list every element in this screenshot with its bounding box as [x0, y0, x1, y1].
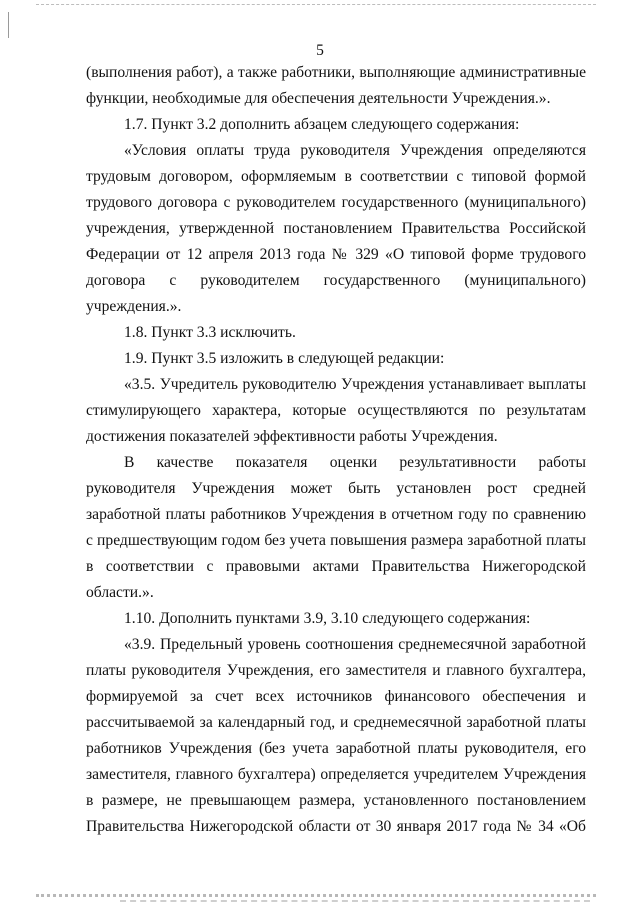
paragraph-quote-3-5: «3.5. Учредитель руководителю Учреждения устанавливает выплаты стимулирующего характера, которые осуществляются по результатам достижения показателей эффективности работы Учреждения.	[86, 376, 586, 445]
top-scan-border	[36, 4, 596, 5]
page-number: 5	[316, 42, 324, 59]
paragraph-quote-3-2: «Условия оплаты труда руководителя Учреждения определяются трудовым договором, оформляемым в соответствии с типовой формой трудового договора с руководителем государственного (муниципального) учреждения, утвержденной постановлением Правительства Российской Федерации от 12 апреля 2013 года № 329 «О типовой форме трудового договора с руководителем государственного (муниципального) учреждения.».	[86, 142, 586, 315]
document-body	[86, 60, 586, 840]
paragraph-performance-indicator: В качестве показателя оценки результативности работы руководителя Учреждения может быть установлен рост средней заработной платы работников Учреждения в отчетном году по сравнению с предшествующим годом без учета повышения размера заработной платы в соответствии с правовыми актами Правительства Нижегородской области.».	[86, 454, 586, 601]
paragraph-item-1-7: 1.7. Пункт 3.2 дополнить абзацем следующего содержания:	[124, 116, 520, 133]
left-scan-mark	[8, 12, 9, 38]
bottom-scan-border-secondary	[120, 900, 590, 902]
paragraph-item-1-8: 1.8. Пункт 3.3 исключить.	[124, 324, 296, 341]
bottom-scan-border	[36, 894, 596, 897]
paragraph-quote-3-9: «3.9. Предельный уровень соотношения среднемесячной заработной платы руководителя Учреждения, его заместителя и главного бухгалтера, формируемой за счет всех источников финансового обеспечения и рассчитываемой за календарный год, и среднемесячной заработной платы работников Учреждения (без учета заработной платы руководителя, его заместителя, главного бухгалтера) определяется учредителем Учреждения в размере, не превышающем размера, установленного постановлением Правительства Нижегородской области от 30 января 2017 года № 34 «Об	[86, 636, 586, 835]
paragraph-continuation: (выполнения работ), а также работники, выполняющие административные функции, необходимые для обеспечения деятельности Учреждения.».	[86, 64, 586, 107]
paragraph-item-1-10: 1.10. Дополнить пунктами 3.9, 3.10 следующего содержания:	[124, 610, 531, 627]
paragraph-item-1-9: 1.9. Пункт 3.5 изложить в следующей редакции:	[124, 350, 445, 367]
